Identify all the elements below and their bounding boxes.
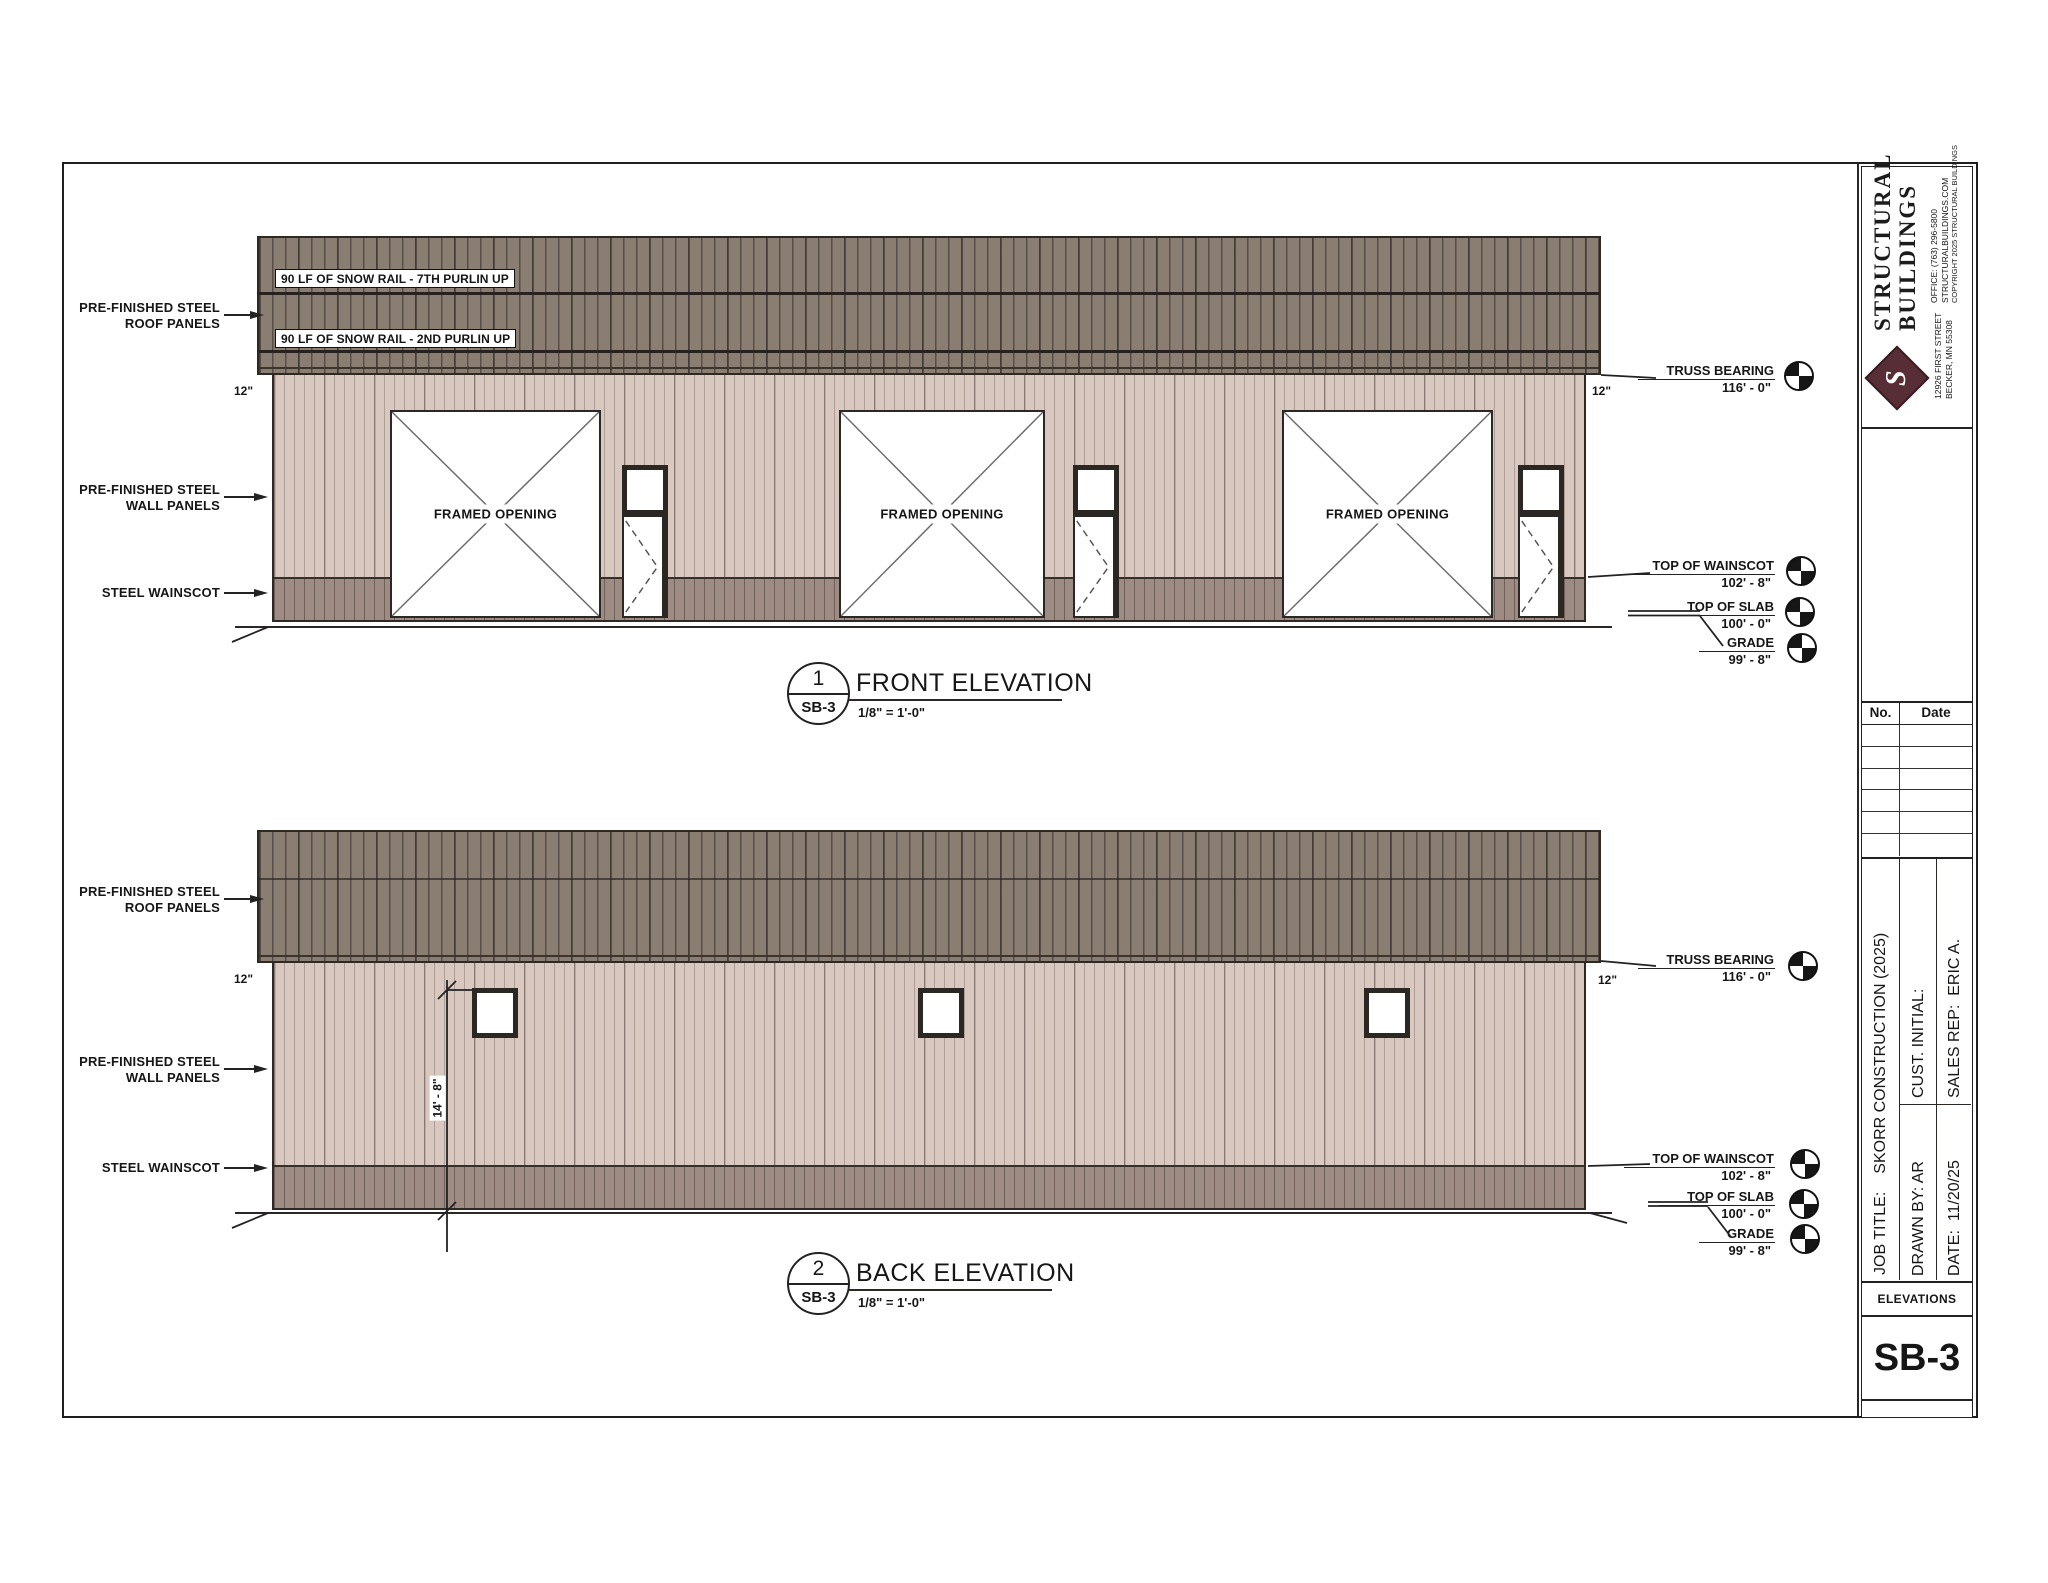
front-view-title: FRONT ELEVATION (856, 669, 1093, 697)
date-cell: DATE: 11/20/25 (1946, 1160, 1963, 1276)
sheet-section-box (1861, 1282, 1973, 1316)
overhang-dim-front-left: 12" (234, 384, 254, 398)
company-logo-rotated (1865, 145, 1969, 425)
job-title-label: JOB TITLE: (1871, 1191, 1889, 1275)
revision-row (1862, 812, 1972, 834)
top-of-wainscot-marker-front: TOP OF WAINSCOT 102' - 8" (1570, 558, 1775, 590)
revision-no-header: No. (1862, 703, 1900, 724)
front-wainscot-label: STEEL WAINSCOT (101, 585, 220, 600)
company-contact: OFFICE: (763) 296-5800 STRUCTURALBUILDINGS.COM COPYRIGHT 2025 STRUCTURAL BUILDINGS (1929, 145, 1959, 303)
job-title-cell (1861, 858, 1900, 1282)
top-of-wainscot-marker-back: TOP OF WAINSCOT 102' - 8" (1570, 1151, 1775, 1183)
grade-marker-back: GRADE 99' - 8" (1570, 1226, 1775, 1258)
truss-bearing-marker-back: TRUSS BEARING 116' - 0" (1570, 952, 1775, 984)
front-roof-panels-label: PRE-FINISHED STEEL ROOF PANELS (79, 300, 220, 331)
truss-bearing-marker-front: TRUSS BEARING 116' - 0" (1570, 363, 1775, 395)
framed-opening-label: FRAMED OPENING (1320, 505, 1455, 524)
company-address: 12926 FIRST STREET BECKER, MN 55308 (1933, 312, 1954, 399)
view-number: 2 (812, 1257, 825, 1280)
grade-marker-front: GRADE 99' - 8" (1570, 635, 1775, 667)
revision-row (1862, 834, 1972, 856)
company-name: STRUCTURAL BUILDINGS (1870, 152, 1920, 331)
revision-date-header: Date (1921, 705, 1951, 720)
back-wall-height-dimension: 14' - 8" (430, 1075, 446, 1120)
job-title-value: SKORR CONSTRUCTION (2025) (1871, 932, 1889, 1174)
title-block-spacer (1861, 428, 1973, 702)
back-wainscot-label: STEEL WAINSCOT (101, 1160, 220, 1175)
sheet-number: SB-3 (1873, 1336, 1961, 1379)
front-wall-panels-label: PRE-FINISHED STEEL WALL PANELS (79, 482, 220, 513)
overhang-dim-back-right: 12" (1598, 973, 1618, 987)
company-logo-box (1861, 145, 1973, 428)
view-sheet-ref: SB-3 (801, 699, 836, 716)
sheet-number-box (1861, 1316, 1973, 1400)
sheet-section-title: ELEVATIONS (1877, 1292, 1957, 1306)
sales-rep-cell: SALES REP: ERIC A. (1946, 938, 1963, 1098)
overhang-dim-back-left: 12" (234, 972, 254, 986)
back-wall-panels-label: PRE-FINISHED STEEL WALL PANELS (79, 1054, 220, 1085)
overhang-dim-front-right: 12" (1592, 384, 1612, 398)
back-view-title: BACK ELEVATION (856, 1259, 1075, 1287)
top-of-slab-marker-back: TOP OF SLAB 100' - 0" (1570, 1189, 1775, 1221)
framed-opening-label: FRAMED OPENING (874, 505, 1009, 524)
revision-row (1862, 747, 1972, 769)
revision-table (1861, 702, 1973, 858)
title-block-footer (1861, 1400, 1973, 1418)
drawn-by-cell: DRAWN BY: AR (1909, 1161, 1927, 1276)
framed-opening-label: FRAMED OPENING (428, 505, 563, 524)
back-roof-panels-label: PRE-FINISHED STEEL ROOF PANELS (79, 884, 220, 915)
front-view-scale: 1/8" = 1'-0" (858, 705, 926, 720)
view-sheet-ref: SB-3 (801, 1289, 836, 1306)
snow-rail-label-2nd: 90 LF OF SNOW RAIL - 2ND PURLIN UP (275, 329, 516, 348)
top-of-slab-marker-front: TOP OF SLAB 100' - 0" (1570, 599, 1775, 631)
view-number: 1 (812, 667, 825, 690)
cust-initial-cell: CUST. INITIAL: (1909, 988, 1927, 1098)
revision-row (1862, 725, 1972, 747)
revision-table-header (1862, 703, 1972, 725)
company-logo-icon: S (1864, 345, 1929, 410)
revision-row (1862, 769, 1972, 791)
snow-rail-label-7th: 90 LF OF SNOW RAIL - 7TH PURLIN UP (275, 269, 515, 288)
back-view-scale: 1/8" = 1'-0" (858, 1295, 926, 1310)
revision-row (1862, 790, 1972, 812)
